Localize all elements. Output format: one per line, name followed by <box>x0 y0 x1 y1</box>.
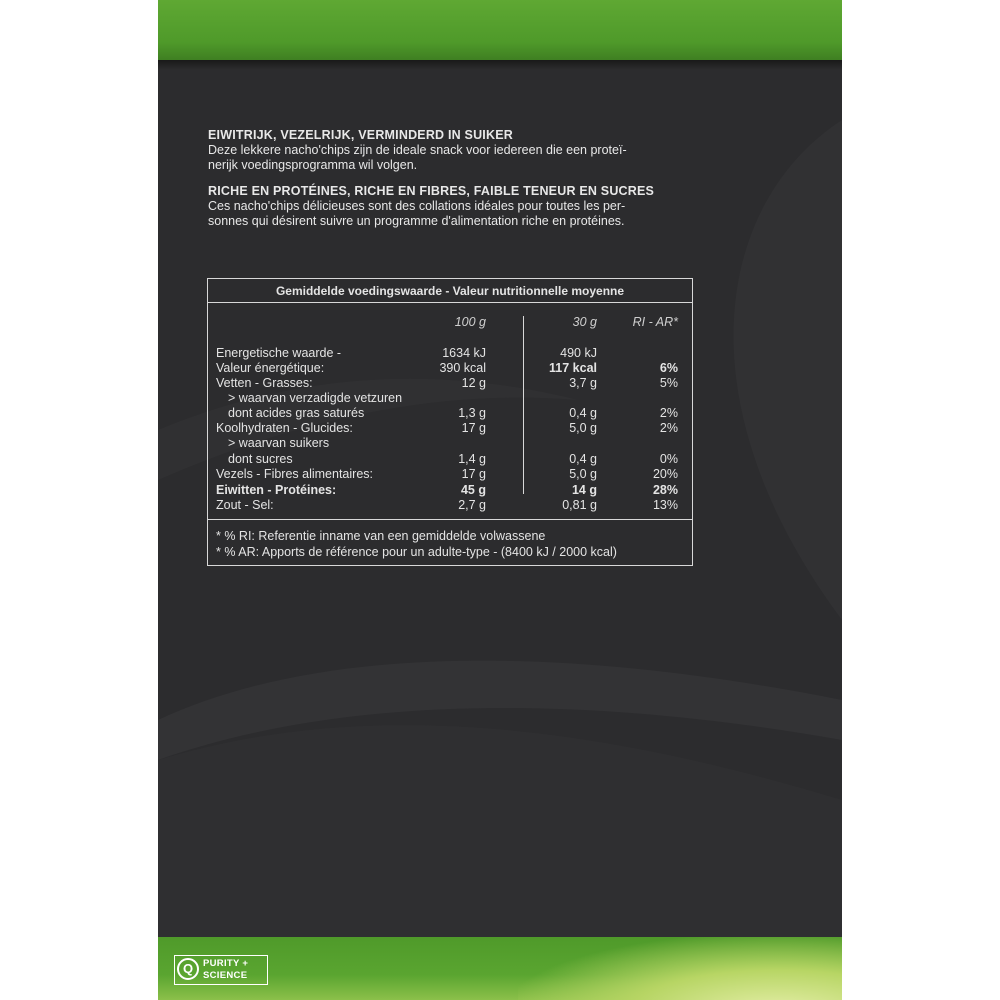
nl-heading: EIWITRIJK, VEZELRIJK, VERMINDERD IN SUIKER <box>208 128 513 142</box>
row-label: Valeur énergétique: <box>216 361 325 375</box>
value-30g: 0,4 g <box>569 406 597 420</box>
table-row <box>208 346 692 362</box>
table-row <box>208 361 692 377</box>
table-row <box>208 498 692 514</box>
value-100g: 17 g <box>461 467 486 481</box>
product-package-back <box>158 0 842 1000</box>
footnote-ri: * % RI: Referentie inname van een gemiddelde volwassene <box>216 529 546 543</box>
value-100g: 17 g <box>461 421 486 435</box>
row-label: Zout - Sel: <box>216 498 274 512</box>
nutrition-table <box>207 278 693 566</box>
row-label: Vetten - Grasses: <box>216 376 313 390</box>
col-header-30g: 30 g <box>572 315 597 329</box>
row-label: > waarvan verzadigde vetzuren <box>228 391 403 405</box>
value-ri: 20% <box>652 467 678 481</box>
value-ri: 13% <box>652 498 678 512</box>
nutrition-table-title: Gemiddelde voedingswaarde - Valeur nutritionnelle moyenne <box>275 284 625 298</box>
value-100g: 390 kcal <box>439 361 486 375</box>
row-label: Energetische waarde - <box>216 346 342 360</box>
row-label: dont acides gras saturés <box>228 406 365 420</box>
value-30g: 5,0 g <box>569 421 597 435</box>
table-row <box>208 406 692 422</box>
q-mark-icon: Q <box>177 958 199 980</box>
value-ri: 0% <box>659 452 678 466</box>
value-100g: 45 g <box>460 483 486 497</box>
table-header-row <box>208 315 692 331</box>
fr-heading: RICHE EN PROTÉINES, RICHE EN FIBRES, FAIBLE TENEUR EN SUCRES <box>208 184 655 198</box>
value-30g: 490 kJ <box>560 346 597 360</box>
value-ri: 2% <box>659 406 678 420</box>
nl-text-line-1: Deze lekkere nacho'chips zijn de ideale snack voor iedereen die een proteï- <box>208 143 627 157</box>
footnote-ar: * % AR: Apports de référence pour un adulte-type - (8400 kJ / 2000 kcal) <box>216 545 617 559</box>
table-row <box>208 421 692 437</box>
value-30g: 117 kcal <box>549 361 597 375</box>
table-row <box>208 483 692 499</box>
table-row <box>208 467 692 483</box>
value-ri: 28% <box>652 483 678 497</box>
value-100g: 1,3 g <box>458 406 486 420</box>
value-ri: 5% <box>659 376 678 390</box>
value-100g: 2,7 g <box>458 498 486 512</box>
table-row <box>208 452 692 468</box>
nl-text-line-2: nerijk voedingsprogramma wil volgen. <box>208 158 418 172</box>
product-description <box>208 128 728 229</box>
value-30g: 14 g <box>571 483 597 497</box>
value-100g: 1,4 g <box>458 452 486 466</box>
logo-line-1: PURITY + <box>203 958 249 969</box>
value-30g: 3,7 g <box>569 376 597 390</box>
row-label: Vezels - Fibres alimentaires: <box>216 467 374 481</box>
table-row <box>208 391 692 407</box>
row-label: Eiwitten - Protéines: <box>216 483 337 497</box>
table-row <box>208 376 692 392</box>
logo-line-2: SCIENCE <box>203 970 248 981</box>
value-100g: 1634 kJ <box>442 346 486 360</box>
value-30g: 0,81 g <box>562 498 597 512</box>
value-ri: 2% <box>659 421 678 435</box>
row-label: dont sucres <box>228 452 293 466</box>
bottom-band-highlight <box>518 937 842 1000</box>
row-label: > waarvan suikers <box>228 436 330 450</box>
footnote-divider <box>208 519 692 520</box>
value-30g: 5,0 g <box>569 467 597 481</box>
value-ri: 6% <box>659 361 678 375</box>
col-header-100g: 100 g <box>454 315 486 329</box>
table-row <box>208 436 692 452</box>
title-divider <box>208 302 692 303</box>
col-header-ri: RI - AR* <box>632 315 678 329</box>
value-100g: 12 g <box>461 376 486 390</box>
row-label: Koolhydraten - Glucides: <box>216 421 353 435</box>
purity-science-logo <box>174 955 268 985</box>
value-30g: 0,4 g <box>569 452 597 466</box>
fr-text-line-1: Ces nacho'chips délicieuses sont des collations idéales pour toutes les per- <box>208 199 626 213</box>
fr-text-line-2: sonnes qui désirent suivre un programme d'alimentation riche en protéines. <box>208 214 625 228</box>
